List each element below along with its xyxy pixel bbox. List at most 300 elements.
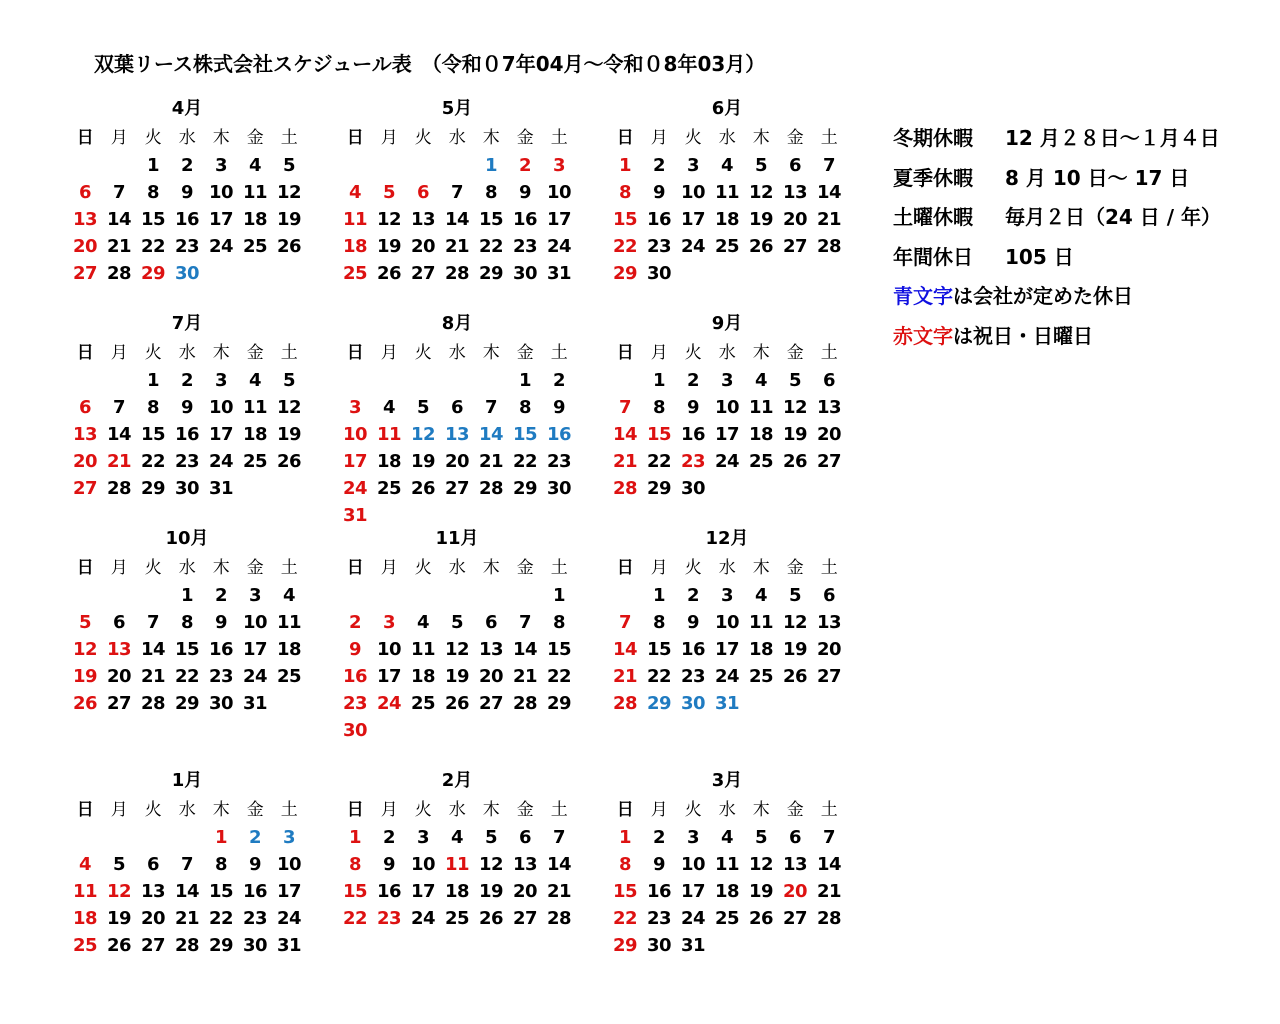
day-cell: 19 xyxy=(748,209,774,230)
day-cell: 10 xyxy=(208,397,234,418)
day-cell: 29 xyxy=(208,935,234,956)
day-cell: 31 xyxy=(546,263,572,284)
legend-saturday-label: 土曜休暇 xyxy=(893,205,973,229)
weekday-label: 日 xyxy=(76,128,94,148)
day-cell: 30 xyxy=(174,478,200,499)
day-cell: 23 xyxy=(208,666,234,687)
empty-day-cell xyxy=(710,475,744,502)
day-cell: 23 xyxy=(174,451,200,472)
weekday-label: 木 xyxy=(482,558,500,578)
week-row xyxy=(338,475,576,502)
weekday-label: 水 xyxy=(718,343,736,363)
day-cell: 2 xyxy=(652,827,666,848)
empty-day-cell xyxy=(372,582,406,609)
day-cell: 5 xyxy=(754,827,768,848)
empty-day-cell xyxy=(102,824,136,851)
day-cell: 20 xyxy=(72,451,98,472)
empty-day-cell xyxy=(102,582,136,609)
day-cell: 22 xyxy=(612,236,638,257)
weekday-label: 土 xyxy=(280,128,298,148)
day-cell: 29 xyxy=(612,935,638,956)
day-cell: 24 xyxy=(680,236,706,257)
day-cell: 8 xyxy=(618,854,632,875)
weekday-label: 木 xyxy=(752,558,770,578)
day-cell: 23 xyxy=(376,908,402,929)
day-cell: 10 xyxy=(680,182,706,203)
day-cell: 11 xyxy=(72,881,98,902)
day-cell: 10 xyxy=(714,397,740,418)
weekday-label: 金 xyxy=(516,343,534,363)
weekday-label: 日 xyxy=(616,343,634,363)
empty-day-cell xyxy=(744,690,778,717)
day-cell: 26 xyxy=(106,935,132,956)
weekday-label: 木 xyxy=(752,800,770,820)
day-cell: 9 xyxy=(382,854,396,875)
day-cell: 10 xyxy=(208,182,234,203)
day-cell: 4 xyxy=(348,182,362,203)
day-cell: 22 xyxy=(646,451,672,472)
weekday-label: 水 xyxy=(718,128,736,148)
week-row xyxy=(338,582,576,609)
day-cell: 1 xyxy=(180,585,194,606)
weekday-label: 金 xyxy=(786,800,804,820)
day-cell: 4 xyxy=(754,370,768,391)
day-cell: 7 xyxy=(180,854,194,875)
week-row xyxy=(338,367,576,394)
day-cell: 17 xyxy=(714,424,740,445)
day-cell: 9 xyxy=(518,182,532,203)
day-cell: 21 xyxy=(816,881,842,902)
weekday-label: 金 xyxy=(246,343,264,363)
day-cell: 21 xyxy=(512,666,538,687)
day-cell: 18 xyxy=(276,639,302,660)
day-cell: 13 xyxy=(816,397,842,418)
day-cell: 21 xyxy=(106,236,132,257)
empty-day-cell xyxy=(102,152,136,179)
day-cell: 13 xyxy=(444,424,470,445)
day-cell: 31 xyxy=(342,505,368,526)
day-cell: 16 xyxy=(680,639,706,660)
day-cell: 7 xyxy=(518,612,532,633)
day-cell: 14 xyxy=(174,881,200,902)
week-row xyxy=(68,636,306,663)
day-cell: 22 xyxy=(512,451,538,472)
day-cell: 9 xyxy=(348,639,362,660)
empty-day-cell xyxy=(542,502,576,529)
day-cell: 14 xyxy=(612,424,638,445)
day-cell: 23 xyxy=(512,236,538,257)
day-cell: 28 xyxy=(816,236,842,257)
day-cell: 7 xyxy=(146,612,160,633)
empty-day-cell xyxy=(710,932,744,959)
month-title: 7月 xyxy=(171,313,203,334)
day-cell: 26 xyxy=(444,693,470,714)
day-cell: 30 xyxy=(342,720,368,741)
day-cell: 26 xyxy=(276,451,302,472)
day-cell: 28 xyxy=(612,478,638,499)
day-cell: 10 xyxy=(410,854,436,875)
empty-day-cell xyxy=(710,260,744,287)
empty-day-cell xyxy=(406,502,440,529)
day-cell: 14 xyxy=(816,182,842,203)
legend-summer-value: 8 月 10 日～ 17 日 xyxy=(1005,165,1190,190)
empty-day-cell xyxy=(474,582,508,609)
day-cell: 20 xyxy=(140,908,166,929)
weekday-label: 月 xyxy=(110,800,128,820)
week-row xyxy=(608,152,846,179)
week-row xyxy=(338,609,576,636)
day-cell: 20 xyxy=(106,666,132,687)
day-cell: 11 xyxy=(376,424,402,445)
weekday-label: 月 xyxy=(650,343,668,363)
day-cell: 17 xyxy=(714,639,740,660)
empty-day-cell xyxy=(406,152,440,179)
empty-day-cell xyxy=(744,475,778,502)
empty-day-cell xyxy=(68,367,102,394)
day-cell: 13 xyxy=(816,612,842,633)
day-cell: 12 xyxy=(410,424,436,445)
legend-summer-label: 夏季休暇 xyxy=(893,165,973,190)
month-title: 6月 xyxy=(711,98,743,119)
day-cell: 10 xyxy=(680,854,706,875)
legend-blue-word: 青文字 xyxy=(893,284,953,308)
week-row xyxy=(338,851,576,878)
day-cell: 25 xyxy=(444,908,470,929)
day-cell: 1 xyxy=(214,827,228,848)
month-block xyxy=(68,528,306,717)
week-row xyxy=(338,448,576,475)
day-cell: 8 xyxy=(348,854,362,875)
week-row xyxy=(338,260,576,287)
legend-winter-label: 冬期休暇 xyxy=(893,126,973,150)
day-cell: 15 xyxy=(208,881,234,902)
month-block xyxy=(338,98,576,287)
day-cell: 21 xyxy=(444,236,470,257)
week-row xyxy=(68,609,306,636)
day-cell: 4 xyxy=(248,155,262,176)
weekday-label: 日 xyxy=(346,128,364,148)
day-cell: 26 xyxy=(376,263,402,284)
day-cell: 2 xyxy=(652,155,666,176)
day-cell: 6 xyxy=(484,612,498,633)
week-row xyxy=(608,367,846,394)
weekday-label: 水 xyxy=(178,558,196,578)
day-cell: 1 xyxy=(652,370,666,391)
day-cell: 3 xyxy=(552,155,566,176)
day-cell: 9 xyxy=(180,397,194,418)
day-cell: 5 xyxy=(450,612,464,633)
day-cell: 21 xyxy=(174,908,200,929)
day-cell: 21 xyxy=(140,666,166,687)
week-row xyxy=(608,179,846,206)
day-cell: 25 xyxy=(714,236,740,257)
day-cell: 6 xyxy=(146,854,160,875)
day-cell: 22 xyxy=(478,236,504,257)
weekday-header xyxy=(68,125,306,152)
day-cell: 16 xyxy=(342,666,368,687)
day-cell: 27 xyxy=(72,478,98,499)
empty-day-cell xyxy=(474,367,508,394)
weekday-label: 月 xyxy=(650,558,668,578)
day-cell: 22 xyxy=(140,451,166,472)
weekday-label: 火 xyxy=(414,558,432,578)
day-cell: 7 xyxy=(822,827,836,848)
weekday-header xyxy=(68,797,306,824)
day-cell: 21 xyxy=(612,451,638,472)
weekday-label: 火 xyxy=(414,800,432,820)
day-cell: 11 xyxy=(714,182,740,203)
weekday-label: 月 xyxy=(110,343,128,363)
day-cell: 13 xyxy=(140,881,166,902)
weekday-header xyxy=(68,555,306,582)
empty-day-cell xyxy=(676,260,710,287)
day-cell: 28 xyxy=(106,478,132,499)
day-cell: 12 xyxy=(748,182,774,203)
day-cell: 30 xyxy=(242,935,268,956)
week-row xyxy=(338,690,576,717)
day-cell: 6 xyxy=(822,585,836,606)
week-row xyxy=(68,690,306,717)
day-cell: 6 xyxy=(518,827,532,848)
day-cell: 9 xyxy=(552,397,566,418)
day-cell: 29 xyxy=(140,263,166,284)
week-row xyxy=(68,421,306,448)
day-cell: 16 xyxy=(174,209,200,230)
day-cell: 10 xyxy=(276,854,302,875)
week-row xyxy=(338,502,576,529)
day-cell: 14 xyxy=(444,209,470,230)
week-row xyxy=(68,824,306,851)
day-cell: 2 xyxy=(518,155,532,176)
legend xyxy=(893,121,1221,358)
day-cell: 8 xyxy=(652,397,666,418)
day-cell: 25 xyxy=(376,478,402,499)
day-cell: 21 xyxy=(816,209,842,230)
day-cell: 23 xyxy=(546,451,572,472)
day-cell: 4 xyxy=(450,827,464,848)
day-cell: 4 xyxy=(754,585,768,606)
weekday-label: 土 xyxy=(550,800,568,820)
day-cell: 28 xyxy=(174,935,200,956)
day-cell: 29 xyxy=(646,693,672,714)
empty-day-cell xyxy=(778,475,812,502)
day-cell: 3 xyxy=(282,827,296,848)
day-cell: 11 xyxy=(748,397,774,418)
week-row xyxy=(338,152,576,179)
day-cell: 6 xyxy=(822,370,836,391)
day-cell: 5 xyxy=(416,397,430,418)
empty-day-cell xyxy=(372,367,406,394)
empty-day-cell xyxy=(272,475,306,502)
day-cell: 10 xyxy=(242,612,268,633)
day-cell: 13 xyxy=(72,424,98,445)
empty-day-cell xyxy=(68,152,102,179)
day-cell: 17 xyxy=(680,881,706,902)
empty-day-cell xyxy=(338,152,372,179)
weekday-label: 火 xyxy=(684,800,702,820)
empty-day-cell xyxy=(608,582,642,609)
day-cell: 6 xyxy=(112,612,126,633)
day-cell: 18 xyxy=(748,424,774,445)
day-cell: 31 xyxy=(208,478,234,499)
day-cell: 13 xyxy=(782,854,808,875)
month-block xyxy=(608,313,846,502)
month-block xyxy=(338,528,576,744)
day-cell: 5 xyxy=(788,370,802,391)
day-cell: 25 xyxy=(242,451,268,472)
empty-day-cell xyxy=(136,824,170,851)
weekday-label: 土 xyxy=(280,800,298,820)
day-cell: 4 xyxy=(78,854,92,875)
week-row xyxy=(68,932,306,959)
weekday-label: 土 xyxy=(550,128,568,148)
weekday-header xyxy=(608,340,846,367)
day-cell: 5 xyxy=(484,827,498,848)
day-cell: 2 xyxy=(686,585,700,606)
day-cell: 14 xyxy=(106,424,132,445)
day-cell: 9 xyxy=(652,182,666,203)
day-cell: 29 xyxy=(512,478,538,499)
day-cell: 28 xyxy=(478,478,504,499)
day-cell: 30 xyxy=(512,263,538,284)
day-cell: 12 xyxy=(782,397,808,418)
week-row xyxy=(68,206,306,233)
day-cell: 26 xyxy=(782,666,808,687)
day-cell: 13 xyxy=(512,854,538,875)
day-cell: 2 xyxy=(214,585,228,606)
weekday-label: 水 xyxy=(178,128,196,148)
day-cell: 1 xyxy=(618,827,632,848)
weekday-label: 水 xyxy=(448,800,466,820)
empty-day-cell xyxy=(508,717,542,744)
empty-day-cell xyxy=(102,367,136,394)
empty-day-cell xyxy=(406,367,440,394)
day-cell: 3 xyxy=(214,155,228,176)
calendar-grid xyxy=(68,0,868,1024)
weekday-label: 日 xyxy=(616,558,634,578)
weekday-label: 木 xyxy=(212,558,230,578)
empty-day-cell xyxy=(406,717,440,744)
legend-saturday-value: 毎月２日（24 日 / 年） xyxy=(1005,205,1222,229)
weekday-label: 金 xyxy=(786,343,804,363)
day-cell: 24 xyxy=(376,693,402,714)
day-cell: 19 xyxy=(106,908,132,929)
day-cell: 31 xyxy=(680,935,706,956)
legend-winter xyxy=(893,121,1221,161)
empty-day-cell xyxy=(440,367,474,394)
week-row xyxy=(608,582,846,609)
day-cell: 23 xyxy=(174,236,200,257)
week-row xyxy=(608,609,846,636)
day-cell: 24 xyxy=(342,478,368,499)
week-row xyxy=(68,394,306,421)
empty-day-cell xyxy=(272,260,306,287)
day-cell: 26 xyxy=(72,693,98,714)
legend-annual xyxy=(893,240,1221,280)
weekday-label: 金 xyxy=(516,558,534,578)
empty-day-cell xyxy=(68,582,102,609)
weekday-label: 金 xyxy=(786,558,804,578)
day-cell: 19 xyxy=(444,666,470,687)
day-cell: 11 xyxy=(342,209,368,230)
empty-day-cell xyxy=(778,260,812,287)
day-cell: 26 xyxy=(782,451,808,472)
day-cell: 20 xyxy=(410,236,436,257)
month-title: 9月 xyxy=(711,313,743,334)
weekday-label: 金 xyxy=(246,800,264,820)
day-cell: 16 xyxy=(680,424,706,445)
day-cell: 4 xyxy=(720,155,734,176)
day-cell: 2 xyxy=(382,827,396,848)
weekday-label: 土 xyxy=(820,800,838,820)
legend-red-note xyxy=(893,319,1221,359)
day-cell: 2 xyxy=(248,827,262,848)
weekday-label: 日 xyxy=(346,343,364,363)
day-cell: 16 xyxy=(174,424,200,445)
day-cell: 11 xyxy=(242,397,268,418)
week-row xyxy=(68,260,306,287)
empty-day-cell xyxy=(440,582,474,609)
week-row xyxy=(68,367,306,394)
day-cell: 12 xyxy=(748,854,774,875)
day-cell: 20 xyxy=(782,881,808,902)
day-cell: 19 xyxy=(410,451,436,472)
weekday-label: 火 xyxy=(144,343,162,363)
weekday-header xyxy=(338,340,576,367)
day-cell: 12 xyxy=(444,639,470,660)
week-row xyxy=(608,233,846,260)
day-cell: 12 xyxy=(782,612,808,633)
weekday-label: 月 xyxy=(380,800,398,820)
month-title: 12月 xyxy=(705,528,749,549)
day-cell: 8 xyxy=(652,612,666,633)
empty-day-cell xyxy=(542,717,576,744)
month-title: 3月 xyxy=(711,770,743,791)
day-cell: 6 xyxy=(788,155,802,176)
day-cell: 20 xyxy=(72,236,98,257)
day-cell: 15 xyxy=(612,881,638,902)
day-cell: 3 xyxy=(720,585,734,606)
empty-day-cell xyxy=(170,824,204,851)
weekday-label: 月 xyxy=(650,800,668,820)
day-cell: 3 xyxy=(214,370,228,391)
month-block xyxy=(68,98,306,287)
weekday-label: 水 xyxy=(718,800,736,820)
day-cell: 20 xyxy=(444,451,470,472)
day-cell: 3 xyxy=(348,397,362,418)
week-row xyxy=(608,878,846,905)
day-cell: 25 xyxy=(410,693,436,714)
day-cell: 25 xyxy=(748,451,774,472)
day-cell: 10 xyxy=(714,612,740,633)
day-cell: 8 xyxy=(146,182,160,203)
day-cell: 19 xyxy=(72,666,98,687)
day-cell: 3 xyxy=(416,827,430,848)
weekday-label: 月 xyxy=(380,128,398,148)
day-cell: 24 xyxy=(410,908,436,929)
day-cell: 30 xyxy=(174,263,200,284)
day-cell: 22 xyxy=(612,908,638,929)
day-cell: 16 xyxy=(242,881,268,902)
empty-day-cell xyxy=(608,367,642,394)
weekday-label: 木 xyxy=(212,800,230,820)
day-cell: 25 xyxy=(276,666,302,687)
day-cell: 1 xyxy=(552,585,566,606)
day-cell: 5 xyxy=(282,370,296,391)
day-cell: 1 xyxy=(146,370,160,391)
day-cell: 4 xyxy=(248,370,262,391)
day-cell: 25 xyxy=(242,236,268,257)
